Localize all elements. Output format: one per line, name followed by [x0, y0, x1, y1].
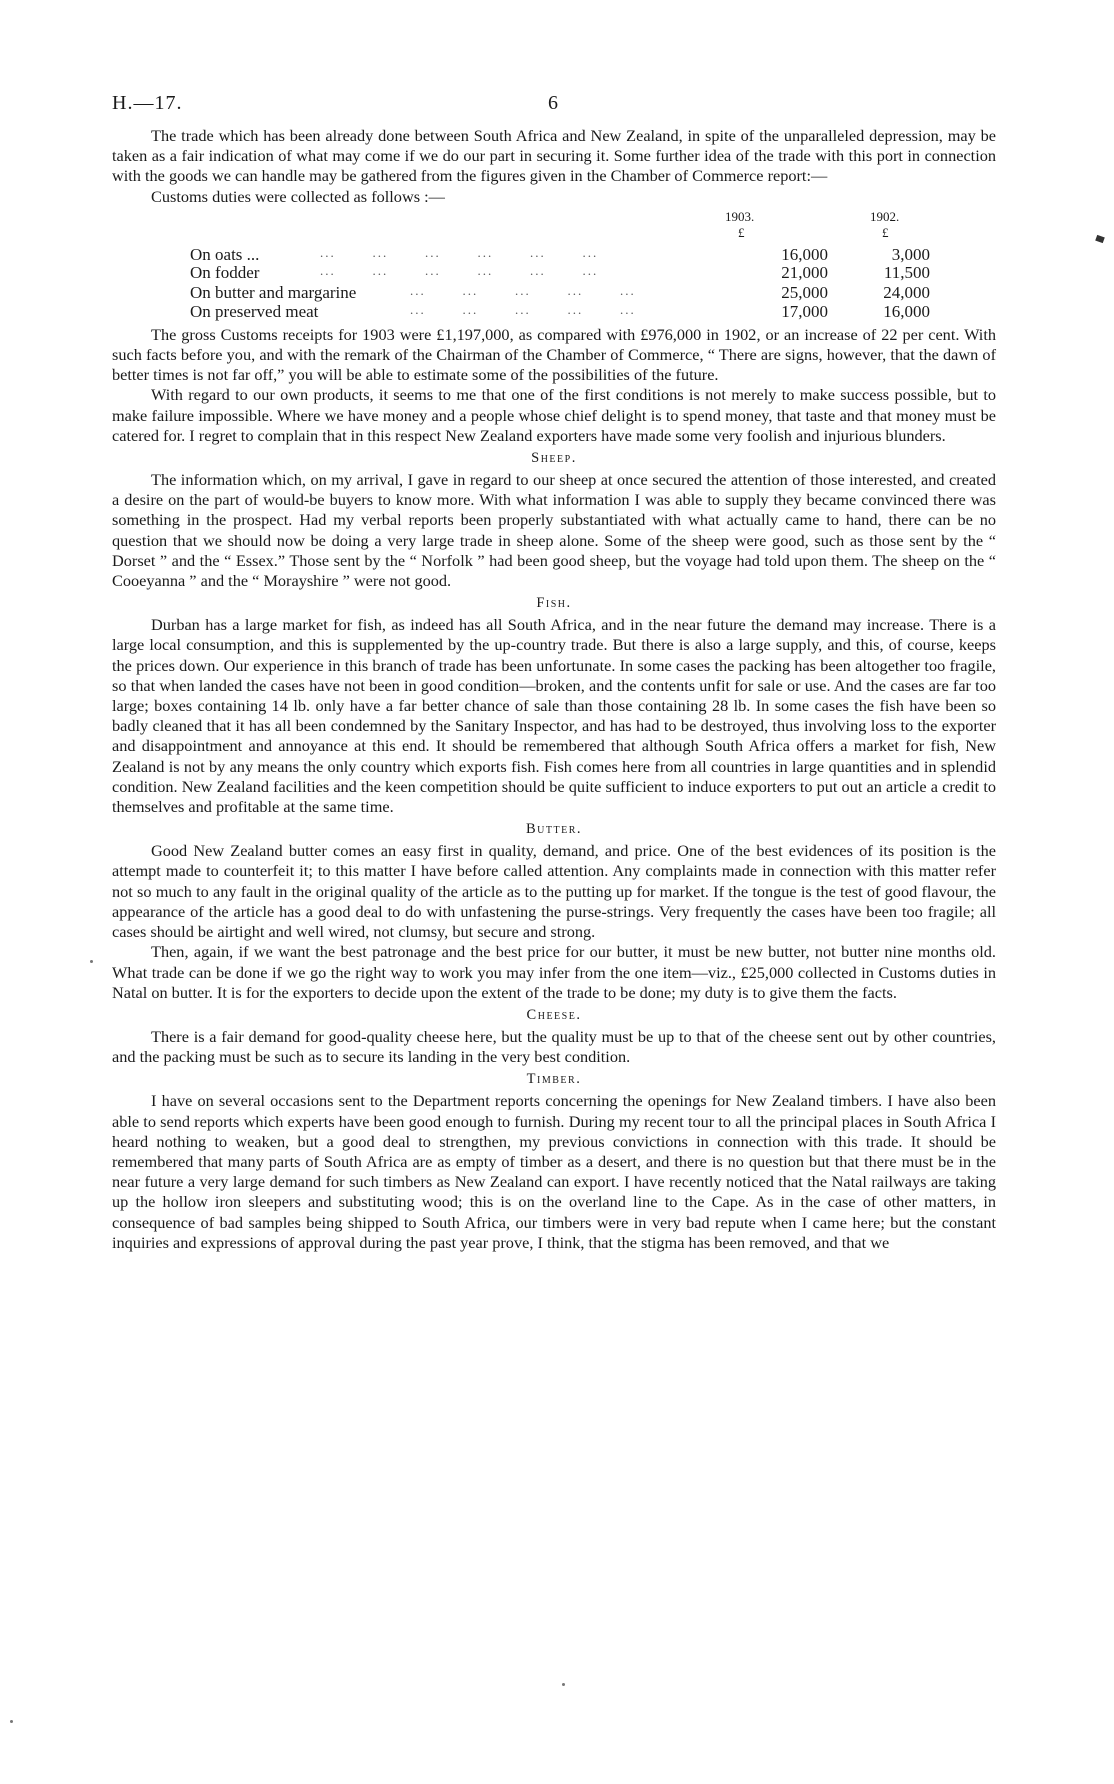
scan-mark [1095, 235, 1105, 243]
butter-paragraph-2: Then, again, if we want the best patronage and the best price for our butter, it must be new butter, not butter nine months old. What trade can be done if we go the right way to work you may infer from the one item—viz., £25,000 collected in Customs duties in Natal on butter. It is for the exporters to decide upon the extent of the trade to be done; my duty is to give them the facts. [112, 942, 996, 1002]
page-header [112, 92, 996, 126]
col-header-1903: 1903. [725, 208, 755, 224]
section-heading-fish: Fish. [536, 595, 572, 612]
value-1902: 3,000 [891, 244, 930, 264]
leader-dots: ... ... ... ... ... [410, 301, 636, 317]
row-label: On preserved meat [190, 301, 319, 321]
leader-dots: ... ... ... ... ... ... [320, 262, 599, 278]
value-1903: 17,000 [781, 301, 828, 321]
table-row [190, 263, 930, 283]
butter-paragraph: Good New Zealand butter comes an easy first in quality, demand, and price. One of the best evidences of its position is the attempt made to counterfeit it; to this matter I have before called attention. Any complaints made in connection with this matter refer not so much to any fault in the original quality of the article as to the putting up for market. If the tongue is the test of good flavour, the appearance of the article has a good deal to do with unfastening the purse-strings. Very frequently the cases have been too fragile; all cases should be airtight and well wired, not clumsy, but secure and strong. [112, 841, 996, 942]
row-label: On oats ... [190, 244, 260, 264]
value-1903: 21,000 [781, 262, 828, 282]
gross-customs-paragraph: The gross Customs receipts for 1903 were £1,197,000, as compared with £976,000 in 1902, or an increase of 22 per cent. With such facts before you, and with the remark of the Chairman of the Chamber of Commerce, “ There are signs, however, that the dawn of better times is not far off,” you will be able to estimate some of the possibilities of the future. [112, 324, 996, 385]
own-products-paragraph: With regard to our own products, it seems to me that one of the first conditions is not merely to make success possible, but to make failure impossible. Where we have money and a people whose chief delight is to spend money, that taste and that money must be catered for. I regret to complain that in this respect New Zealand exporters have made some very foolish and injurious blunders. [112, 385, 996, 445]
leader-dots: ... ... ... ... ... ... [320, 244, 599, 260]
leader-dots: ... ... ... ... ... [410, 282, 636, 298]
col-header-1902: 1902. [870, 208, 900, 224]
section-heading-timber: Timber. [526, 1071, 582, 1088]
table-row [190, 283, 930, 303]
cheese-paragraph: There is a fair demand for good-quality cheese here, but the quality must be up to that of the cheese sent out by other countries, and the packing must be such as to secure its landing in the very best condition. [112, 1026, 996, 1067]
scan-speck [90, 960, 93, 963]
value-1902: 24,000 [883, 282, 930, 302]
scan-speck [562, 1683, 565, 1686]
intro-paragraph: The trade which has been already done between South Africa and New Zealand, in spite of the unparalleled depression, may be taken as a fair indication of what may come if we do our part in securing it. Some further idea of the trade with this port in connection with the goods we can handle may be gathered from the figures given in the Chamber of Commerce report:— [112, 126, 996, 186]
duties-intro: Customs duties were collected as follows :— [151, 186, 445, 206]
row-label: On butter and margarine [190, 282, 357, 302]
row-label: On fodder [190, 262, 260, 282]
table-row [190, 302, 930, 322]
value-1903: 25,000 [781, 282, 828, 302]
value-1902: 11,500 [883, 262, 930, 282]
scan-speck [10, 1720, 13, 1723]
currency-1903: £ [738, 224, 745, 240]
currency-1902: £ [882, 224, 889, 240]
section-heading-butter: Butter. [525, 821, 582, 838]
sheep-paragraph: The information which, on my arrival, I gave in regard to our sheep at once secured the attention of those interested, and created a desire on the part of would-be buyers to know more. With what information I was able to supply they became convinced there was something in the prospect. Had my verbal reports been properly substantiated with what actually came to hand, there can be no question that we should now be doing a very large trade in sheep alone. Some of the sheep were good, such as those sent by the “ Dorset ” and the “ Essex.” Those sent by the “ Norfolk ” had been good sheep, but the voyage had told upon them. The sheep on the “ Cooeyanna ” and the “ Morayshire ” were not good. [112, 470, 996, 591]
document-page [112, 92, 996, 1253]
table-row [190, 245, 930, 265]
customs-duties-table [112, 207, 996, 325]
page-number: 6 [548, 92, 559, 114]
page-reference: H.—17. [112, 92, 183, 114]
value-1903: 16,000 [781, 244, 828, 264]
timber-paragraph: I have on several occasions sent to the Department reports concerning the openings for New Zealand timbers. I have also been able to send reports which experts have been good enough to furnish. During my recent tour to all the principal places in South Africa I heard nothing to weaken, but a good deal to strengthen, my previous convictions in connection with this trade. It should be remembered that many parts of South Africa are as empty of timber as a desert, and there is no question but that there must be in the near future a very large demand for such timbers as New Zealand can export. I have recently noticed that the Natal railways are taking up the hollow iron sleepers and substituting wood; this is on the overland line to the Cape. As in the case of other matters, in consequence of bad samples being shipped to South Africa, our timbers were in very bad repute when I came here; but the constant inquiries and expressions of approval during the past year prove, I think, that the stigma has been removed, and that we [112, 1091, 996, 1252]
fish-paragraph: Durban has a large market for fish, as indeed has all South Africa, and in the near future the demand may increase. There is a large local consumption, and this is supplemented by the up-country trade. But there is also a large supply, and this, of course, keeps the prices down. Our experience in this branch of trade has been unfortunate. In some cases the packing has been altogether too fragile, so that when landed the cases have not been in good condition—broken, and the contents unfit for sale or use. And the cases are far too large; boxes containing 14 lb. only have a far better chance of sale than those containing 28 lb. In some cases the fish have been so badly cleaned that it has all been condemned by the Sanitary Inspector, and has had to be destroyed, thus involving loss to the exporter and disappointment and annoyance at this end. It should be remembered that although South Africa offers a market for fish, New Zealand is not by any means the only country which exports fish. Fish comes here from all countries in large quantities and in splendid condition. New Zealand facilities and the keen competition should be quite sufficient to induce exporters to put out an article a credit to themselves and profitable at the same time. [112, 615, 996, 817]
value-1902: 16,000 [883, 301, 930, 321]
section-heading-sheep: Sheep. [531, 450, 577, 467]
section-heading-cheese: Cheese. [526, 1006, 582, 1023]
